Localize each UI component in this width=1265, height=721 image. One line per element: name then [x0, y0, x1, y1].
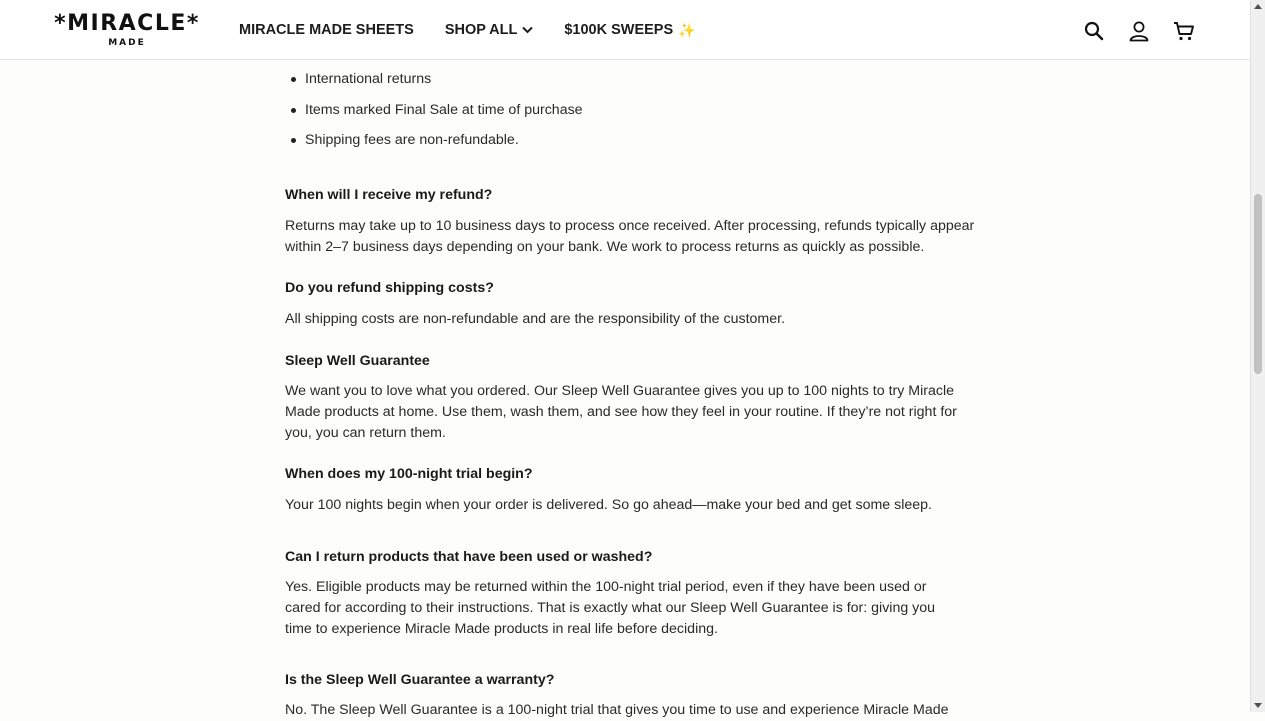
account-icon[interactable]: [1127, 19, 1151, 43]
nav-miracle-made-sheets[interactable]: [239, 22, 414, 38]
faq-question: Is the Sleep Well Guarantee a warranty?: [285, 672, 555, 688]
site-header: [0, 0, 1250, 60]
header-icons: [1082, 19, 1217, 43]
logo-sub-text: MADE: [108, 38, 146, 48]
faq-question: When does my 100-night trial begin?: [285, 466, 533, 482]
faq-question: Can I return products that have been used or washed?: [285, 549, 653, 565]
logo[interactable]: [52, 11, 202, 51]
faq-question: Sleep Well Guarantee: [285, 353, 430, 369]
nav-label: $100K SWEEPS: [564, 22, 674, 38]
main-nav: [239, 0, 727, 60]
faq-answer: All shipping costs are non-refundable and are the responsibility of the customer.: [285, 311, 786, 327]
faq-question: Do you refund shipping costs?: [285, 280, 494, 296]
nav-sweeps[interactable]: [564, 22, 695, 39]
scroll-up-arrow[interactable]: [1254, 4, 1262, 9]
scroll-thumb[interactable]: [1254, 194, 1262, 374]
faq-answer: Your 100 nights begin when your order is delivered. So go ahead—make your bed and get some sleep.: [285, 497, 932, 513]
chevron-down-icon: [522, 26, 533, 34]
search-icon[interactable]: [1082, 19, 1106, 43]
scroll-down-arrow[interactable]: [1254, 703, 1262, 708]
faq-question: When will I receive my refund?: [285, 187, 493, 203]
non-returnable-list: [285, 60, 583, 152]
list-item: Shipping fees are non-refundable.: [285, 121, 583, 152]
faq-answer: No. The Sleep Well Guarantee is a 100-night trial that gives you time to use and experience Miracle Made: [285, 702, 949, 718]
list-item: International returns: [285, 60, 583, 91]
scrollbar[interactable]: [1250, 0, 1265, 712]
cart-icon[interactable]: [1172, 19, 1196, 43]
sparkle-icon: ✨: [678, 21, 696, 38]
logo-main-text: *MIRACLE*: [54, 11, 200, 36]
nav-label: SHOP ALL: [444, 22, 518, 38]
nav-label: MIRACLE MADE SHEETS: [239, 22, 414, 38]
faq-answer: Yes. Eligible products may be returned within the 100-night trial period, even if they have been used or cared for according to their instructions. That is exactly what our Sleep Well Guarantee is for: giving you time to experience Miracle Made products in real life before deciding.: [285, 579, 936, 637]
list-item: Items marked Final Sale at time of purchase: [285, 91, 583, 122]
faq-answer: We want you to love what you ordered. Our Sleep Well Guarantee gives you up to 100 nights to try Miracle Made products at home. Use them, wash them, and see how they feel in your routine. If they’re not right for you, you can return them.: [285, 383, 957, 441]
faq-answer: Returns may take up to 10 business days to process once received. After processing, refunds typically appear within 2–7 business days depending on your bank. We work to process returns as quickly as possible.: [285, 218, 975, 255]
nav-shop-all[interactable]: [445, 22, 534, 38]
